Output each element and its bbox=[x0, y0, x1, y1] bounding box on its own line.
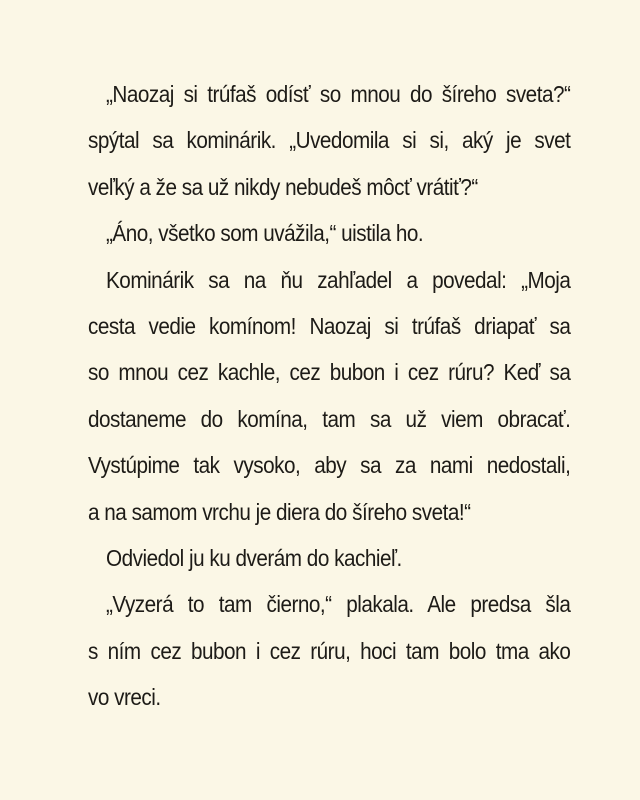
text-line: Vystúpime tak vysoko, aby sa za nami nedostali, bbox=[88, 452, 571, 479]
text-line: spýtal sa kominárik. „Uvedomila si si, aký je svet bbox=[88, 127, 571, 154]
text-line: vo vreci. bbox=[88, 684, 161, 711]
text-line: s ním cez bubon i cez rúru, hoci tam bolo tma ako bbox=[88, 637, 571, 664]
paragraph bbox=[70, 257, 570, 535]
paragraph bbox=[70, 210, 570, 256]
text-line: veľký a že sa už nikdy nebudeš môcť vrátiť?“ bbox=[88, 173, 478, 200]
text-line: so mnou cez kachle, cez bubon i cez rúru? Keď sa bbox=[88, 359, 571, 386]
text-line: Kominárik sa na ňu zahľadel a povedal: „Moja bbox=[106, 266, 571, 293]
paragraph bbox=[70, 71, 570, 210]
paragraph bbox=[70, 535, 570, 581]
text-line: Odviedol ju ku dverám do kachieľ. bbox=[106, 545, 402, 572]
text-line: „Naozaj si trúfaš odísť so mnou do šíreho sveta?“ bbox=[106, 81, 571, 107]
text-line: cesta vedie komínom! Naozaj si trúfaš driapať sa bbox=[88, 313, 571, 340]
text-line: dostaneme do komína, tam sa už viem obracať. bbox=[88, 405, 571, 432]
text-line: a na samom vrchu je diera do šíreho sveta!“ bbox=[88, 498, 471, 525]
text-line: „Áno, všetko som uvážila,“ uistila ho. bbox=[106, 220, 424, 247]
text-line: „Vyzerá to tam čierno,“ plakala. Ale predsa šla bbox=[106, 591, 571, 618]
paragraph bbox=[70, 581, 570, 720]
story-text bbox=[70, 71, 570, 721]
